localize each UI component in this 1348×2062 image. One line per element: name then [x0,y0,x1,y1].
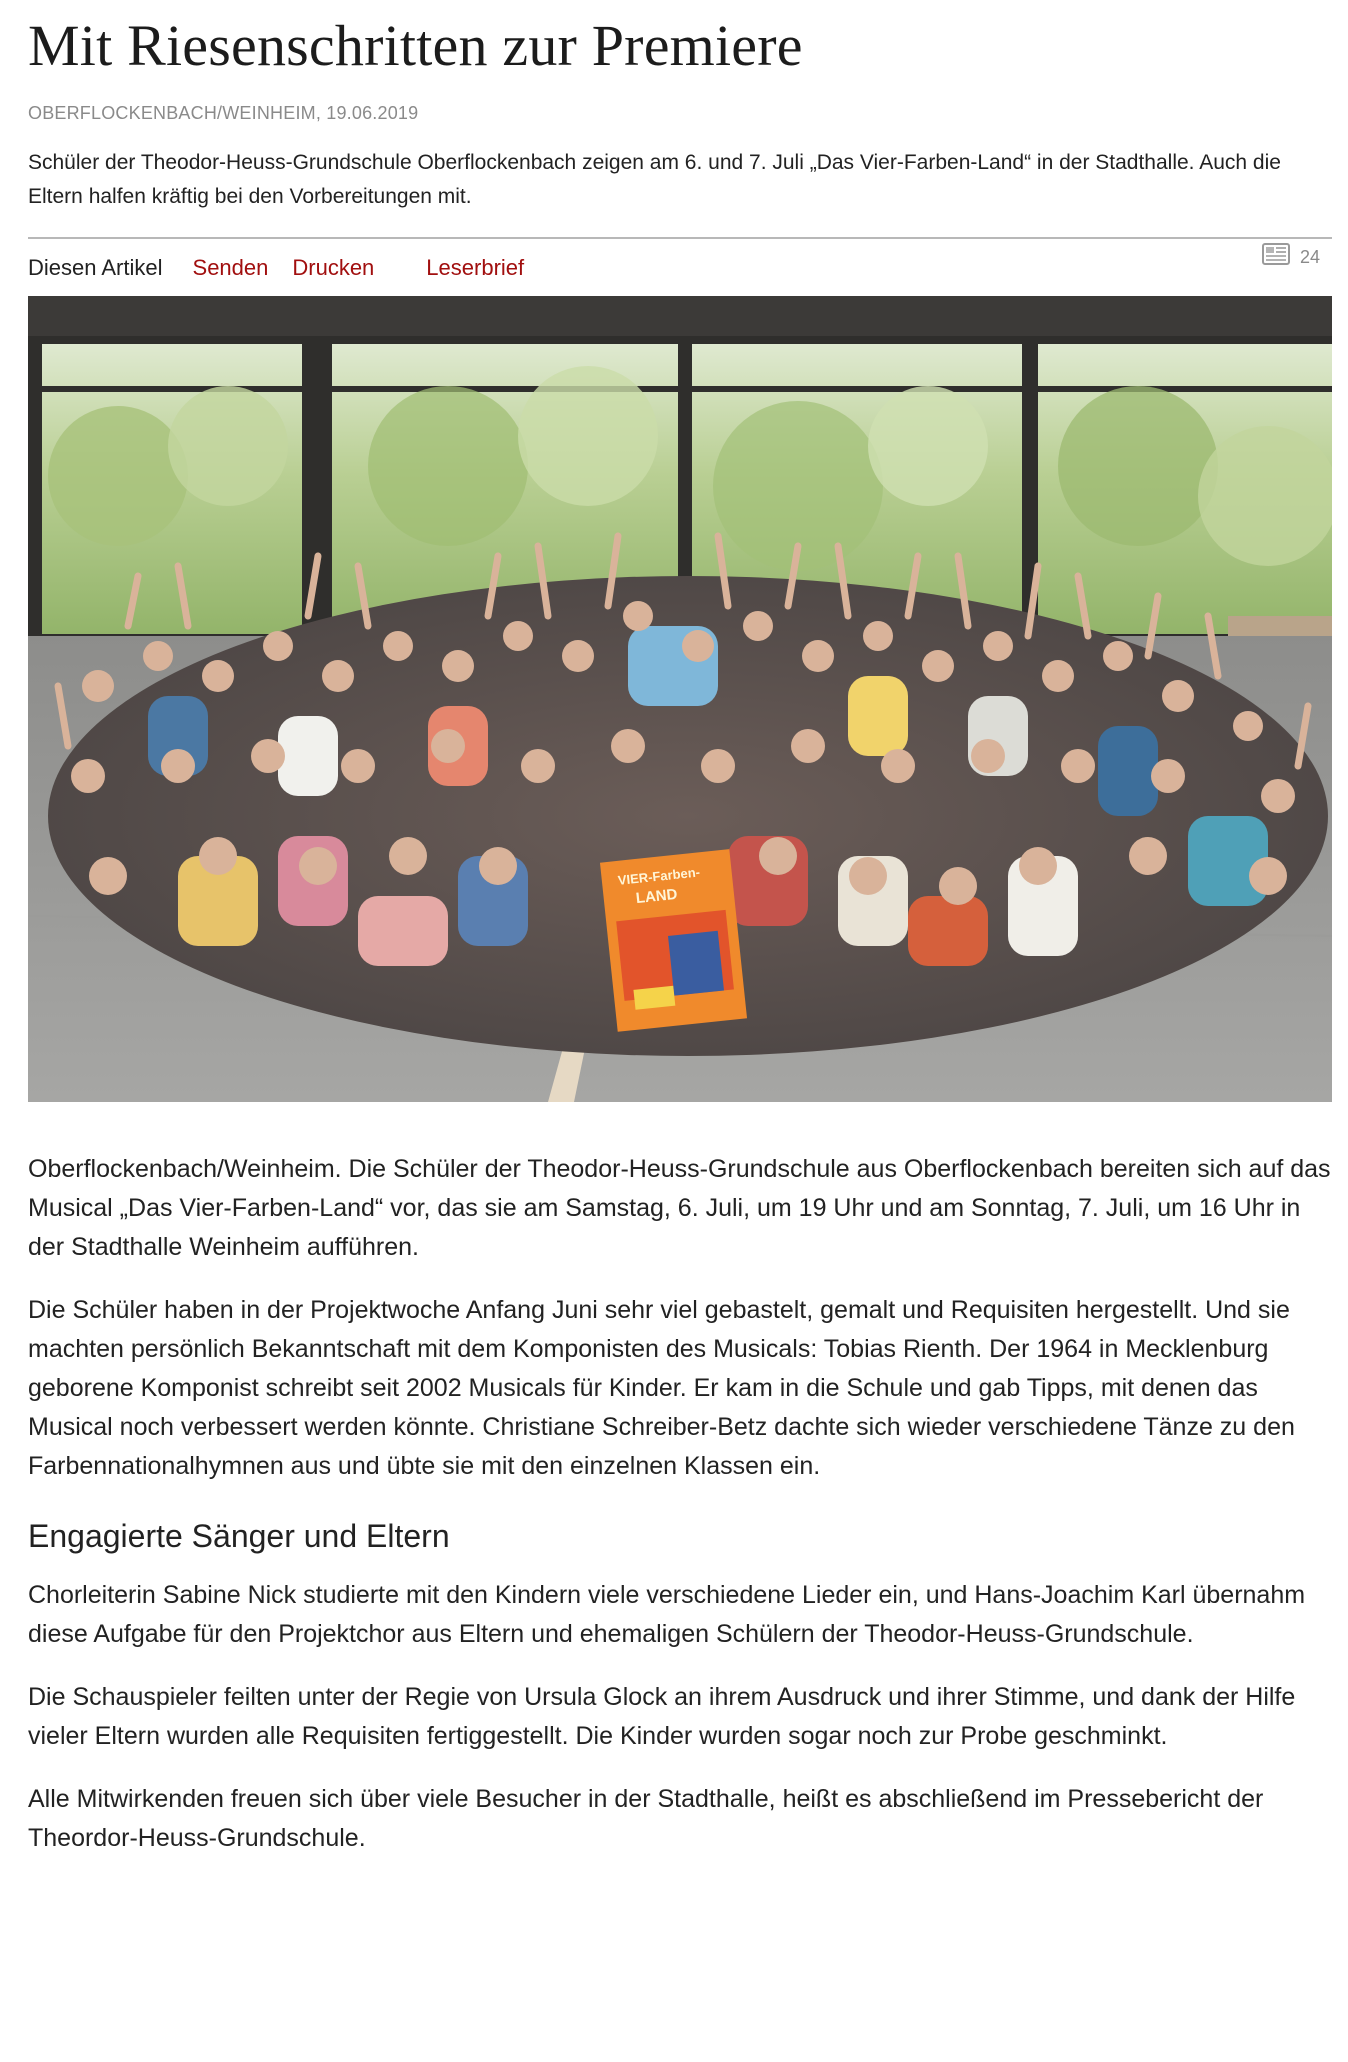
article-toolbar [28,237,1332,296]
paragraph: Alle Mitwirkenden freuen sich über viele Besucher in der Stadthalle, heißt es abschließend im Pressebericht der Theordor-Heuss-Grundschule. [28,1785,1264,1852]
article-body [28,1150,1332,1858]
send-link[interactable]: Senden [192,255,269,280]
musical-poster [600,849,747,1032]
toolbar-label: Diesen Artikel [28,255,163,280]
paragraph: Chorleiterin Sabine Nick studierte mit den Kindern viele verschiedene Lieder ein, und Hans-Joachim Karl übernahm diese Aufgabe für den Projektchor aus Eltern und ehemaligen Schülern der Theodor-Heuss-Grundschule. [28,1581,1306,1648]
poster-title-line2: LAND [635,885,679,908]
print-link[interactable]: Drucken [292,255,375,280]
reader-letter-link[interactable]: Leserbrief [426,255,525,280]
article-dateline: OBERFLOCKENBACH/WEINHEIM, 19.06.2019 [28,103,419,123]
comments-icon [1262,243,1300,272]
comments-count: 24 [1299,247,1320,267]
section-heading: Engagierte Sänger und Eltern [28,1518,450,1554]
article-photo [28,296,1332,1102]
paragraph: Die Schauspieler feilten unter der Regie von Ursula Glock an ihrem Ausdruck und ihrer Stimme, und dank der Hilfe vieler Eltern wurden alle Requisiten fertiggestellt. Die Kinder wurden sogar noch zur Probe geschminkt. [28,1683,1296,1750]
article-actions [28,255,524,281]
article-title: Mit Riesenschritten zur Premiere [28,13,803,78]
poster-title-line1: VIER-Farben- [617,864,701,888]
paragraph: Oberflockenbach/Weinheim. Die Schüler der Theodor-Heuss-Grundschule aus Oberflockenbach bereiten sich auf das Musical „Das Vier-Farben-Land“ vor, das sie am Samstag, 6. Juli, um 19 Uhr und am Sonntag, 7. Juli, um 16 Uhr in der Stadthalle Weinheim aufführen. [28,1155,1331,1261]
article [28,0,1332,1882]
article-lead: Schüler der Theodor-Heuss-Grundschule Oberflockenbach zeigen am 6. und 7. Juli „Das Vier-Farben-Land“ in der Stadthalle. Auch die Eltern halfen kräftig bei den Vorbereitungen mit. [28,151,1281,208]
paragraph: Die Schüler haben in der Projektwoche Anfang Juni sehr viel gebastelt, gemalt und Requisiten hergestellt. Und sie machten persönlich Bekanntschaft mit dem Komponisten des Musicals: Tobias Rienth. Der 1964 in Mecklenburg geborene Komponist schreibt seit 2002 Musicals für Kinder. Er kam in die Schule und gab Tipps, mit denen das Musical noch verbessert werden könnte. Christiane Schreiber-Betz dachte sich wieder verschiedene Tänze zu den Farbennationalhymnen aus und übte sie mit den einzelnen Klassen ein. [28,1296,1295,1480]
comments-link[interactable] [1262,243,1320,272]
